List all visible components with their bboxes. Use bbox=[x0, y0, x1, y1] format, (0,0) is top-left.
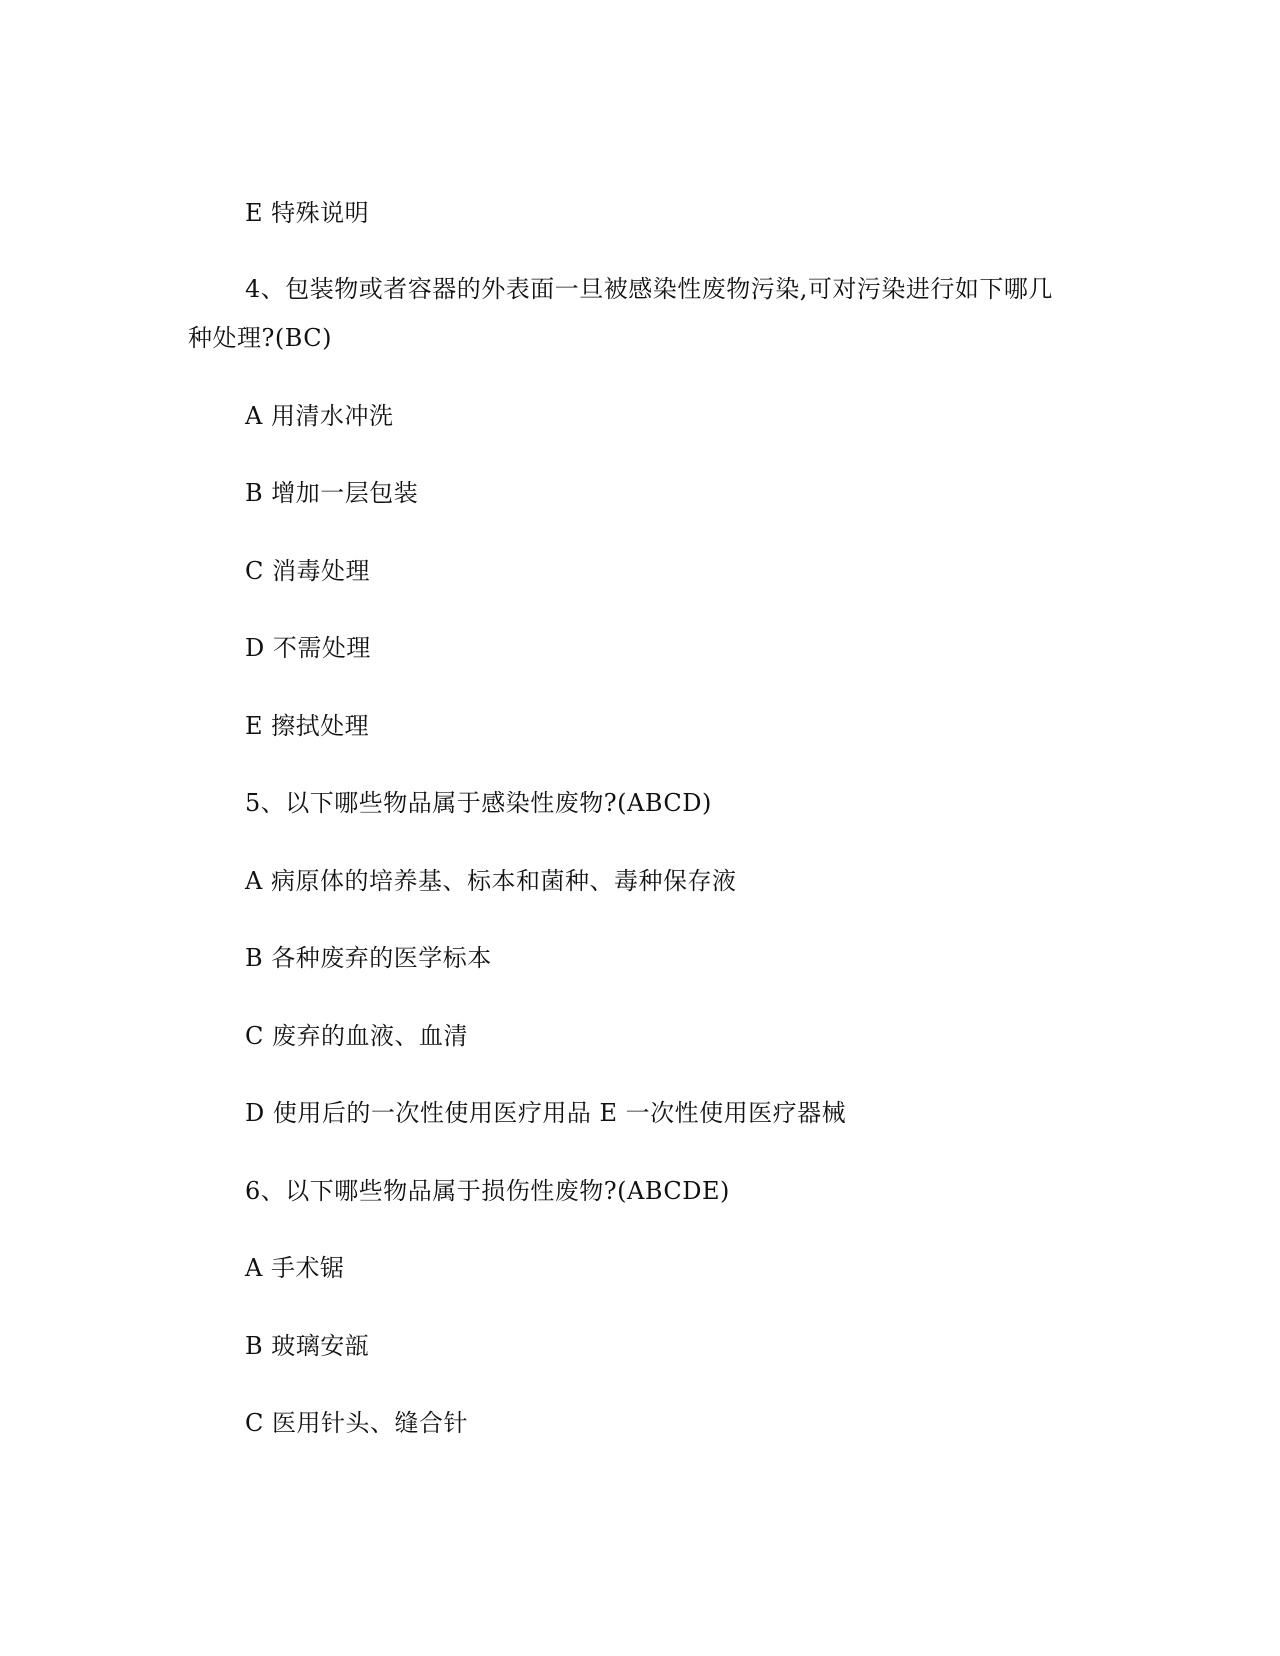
option-c-q6: C 医用针头、缝合针 bbox=[245, 1409, 468, 1437]
question-4-text-continued: 种处理?(BC) bbox=[188, 324, 333, 352]
option-a-q5: A 病原体的培养基、标本和菌种、毒种保存液 bbox=[245, 867, 737, 895]
option-c-q5: C 废弃的血液、血清 bbox=[245, 1022, 468, 1050]
option-b-q6: B 玻璃安瓿 bbox=[245, 1332, 370, 1360]
question-6-text: 6、以下哪些物品属于损伤性废物?(ABCDE) bbox=[245, 1177, 730, 1205]
option-a-q4: A 用清水冲洗 bbox=[245, 402, 394, 430]
question-4-text: 4、包装物或者容器的外表面一旦被感染性废物污染,可对污染进行如下哪几 bbox=[245, 275, 1053, 303]
option-c-q4: C 消毒处理 bbox=[245, 557, 370, 585]
option-d-e-q5: D 使用后的一次性使用医疗用品 E 一次性使用医疗器械 bbox=[245, 1099, 847, 1127]
option-b-q5: B 各种废弃的医学标本 bbox=[245, 944, 492, 972]
option-a-q6: A 手术锯 bbox=[245, 1254, 345, 1282]
option-e-q3: E 特殊说明 bbox=[245, 199, 370, 227]
option-b-q4: B 增加一层包装 bbox=[245, 479, 419, 507]
option-e-q4: E 擦拭处理 bbox=[245, 712, 370, 740]
question-5-text: 5、以下哪些物品属于感染性废物?(ABCD) bbox=[245, 789, 712, 817]
option-d-q4: D 不需处理 bbox=[245, 634, 371, 662]
